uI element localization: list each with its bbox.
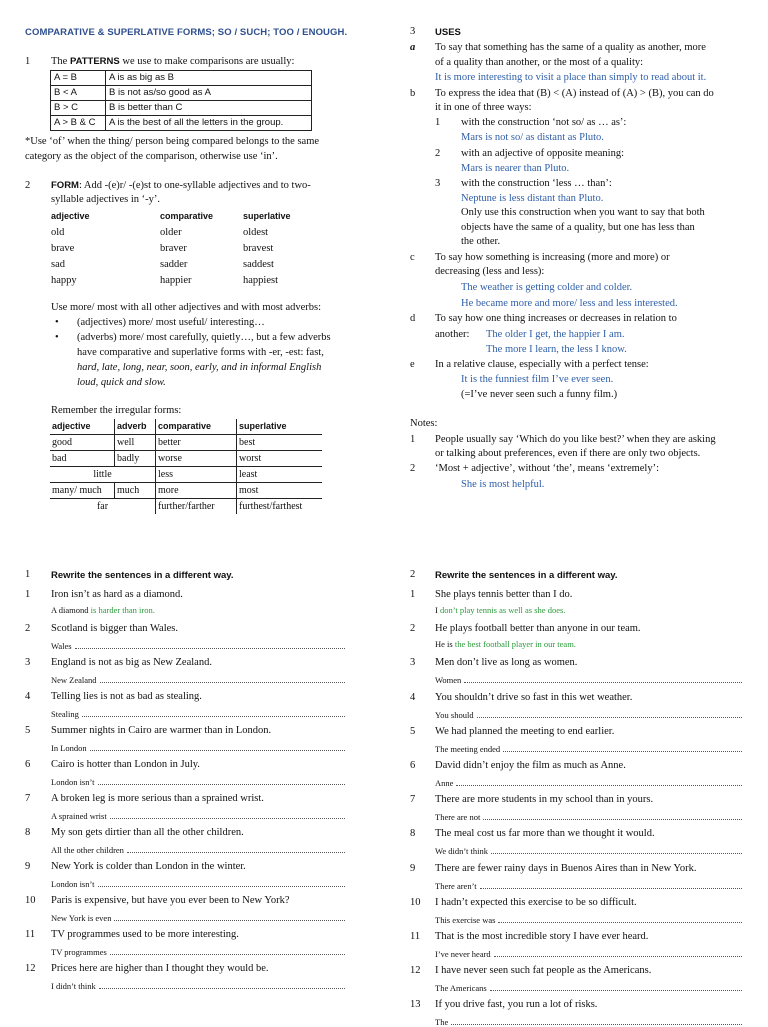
irregular-table [50,419,322,514]
example-text: He became more and more/ less and less interested. [461,298,678,309]
answer-prompt: This exercise was [435,914,496,925]
answer-prompt: Anne [435,778,454,788]
item-label: d [410,313,416,324]
use-text: with the construction ‘less … than’: [461,178,612,189]
blank-dotted-line[interactable] [98,877,345,887]
answer-line[interactable] [435,879,742,891]
answer-prompt: Stealing [51,709,79,719]
answer-prompt: A diamond [51,605,91,615]
question-text: I hadn’t expected this exercise to be so difficult. [435,896,637,908]
bullet-text: have comparative and superlative forms with -er, -est: fast, [77,347,324,358]
sample-answer: don’t play tennis as well as she does. [439,605,566,615]
question-text: David didn’t enjoy the film as much as Anne. [435,760,626,771]
item-label: a [410,42,416,53]
example-text: Neptune is less distant than Pluto. [461,193,604,204]
bullet-icon: • [55,332,59,343]
answer-line[interactable] [435,776,742,788]
question-number: 7 [25,793,31,804]
answer-line[interactable] [51,911,345,923]
answer-prompt: London isn’t [51,879,95,889]
answer-prompt: I didn’t think [51,981,96,991]
table-row: B < A B is not as/so good as A [51,86,312,101]
question-text: My son gets dirtier than all the other children. [51,827,244,838]
answer-line[interactable] [51,843,345,855]
sample-answer: the best football player in our team. [454,639,576,650]
question-number: 9 [410,862,416,874]
answer-prompt: Women [435,675,462,686]
answer-line[interactable] [51,775,345,787]
answer-line[interactable] [51,639,345,651]
question-text: He plays football better than anyone in our team. [435,623,641,635]
blank-dotted-line[interactable] [114,911,345,921]
blank-dotted-line[interactable] [75,639,345,649]
irregular-intro: Remember the irregular forms: [51,405,182,416]
question-number: 6 [410,760,416,771]
table-row: little less least [50,467,322,483]
question-text: Scotland is bigger than Wales. [51,623,178,634]
answer-prompt: I [435,605,440,615]
exercise-number: 2 [410,569,416,580]
answer-prompt: We didn’t think [435,846,488,857]
question-text: If you drive fast, you run a lot of risks. [435,999,598,1011]
blank-dotted-line[interactable] [483,810,742,820]
example-text: Mars is nearer than Pluto. [461,163,570,174]
answer-line[interactable] [435,1015,742,1027]
question-text: You shouldn’t drive so fast in this wet weather. [435,691,633,703]
question-number: 5 [410,725,416,737]
question-text: Prices here are higher than I thought they would be. [51,963,269,974]
exercise-heading: Rewrite the sentences in a different way. [51,570,234,581]
answer-prompt: He is [435,639,455,650]
table-row: good well better best [50,435,322,451]
sub-number: 2 [435,148,441,159]
question-text: Iron isn’t as hard as a diamond. [51,589,183,600]
blank-dotted-line[interactable] [99,979,345,989]
question-number: 1 [25,589,31,600]
question-text: A broken leg is more serious than a sprained wrist. [51,793,264,804]
answer-prompt: I’ve never heard [435,949,491,959]
answer-line[interactable] [51,877,345,889]
use-text: To say how one thing increases or decreases in relation to [435,313,677,324]
question-number: 11 [25,929,36,940]
bullet-text: (adverbs) more/ most carefully, quietly…, but a few adverbs [77,332,331,343]
answer-line[interactable] [51,809,345,821]
sub-number: 3 [435,178,441,189]
blank-dotted-line[interactable] [491,844,742,854]
table-row: bad badly worse worst [50,451,322,467]
table-row: brave braver bravest [51,242,274,254]
answer-prompt: TV programmes [51,947,107,957]
blank-dotted-line[interactable] [477,708,742,718]
answer-prompt: All the other children [51,845,124,855]
use-text: objects have the same of a quality, but one has less than [461,222,695,233]
form-line: syllable adjectives in ‘-y’. [51,194,161,205]
example-text: She is most helpful. [461,479,545,490]
question-text: TV programmes used to be more interesting. [51,929,239,940]
question-text: We had planned the meeting to end earlier. [435,725,615,737]
answer-prompt: There aren’t [435,880,477,891]
exercise-number: 1 [25,569,31,580]
use-text: Only use this construction when you want to say that both [461,207,705,218]
question-number: 4 [410,691,416,703]
question-text: Summer nights in Cairo are warmer than in London. [51,725,272,736]
answer-line[interactable] [435,742,742,754]
note-line: *Use ‘of’ when the thing/ person being compared belongs to the same [25,136,320,147]
blank-dotted-line[interactable] [498,913,742,923]
use-text: decreasing (less and less): [435,266,545,277]
table-row: many/ much much more most [50,483,322,499]
answer-prompt: In London [51,743,87,753]
blank-dotted-line[interactable] [127,843,345,853]
question-text: I have never seen such fat people as the Americans. [435,965,652,977]
item-label: c [410,252,415,263]
answer-line[interactable] [51,673,345,685]
question-number: 3 [25,657,31,668]
question-number: 8 [25,827,31,838]
answer-line[interactable] [435,844,742,856]
question-number: 10 [25,895,36,906]
question-number: 7 [410,794,416,806]
answer-prompt: There are not [435,812,481,823]
bullet-text: hard, late, long, near, soon, early, and in informal English [77,362,322,373]
answer-line[interactable] [435,913,742,925]
question-text: She plays tennis better than I do. [435,589,573,600]
question-number: 9 [25,861,31,872]
question-text: Paris is expensive, but have you ever been to New York? [51,895,290,906]
question-number: 12 [410,965,421,977]
answer-prompt: The meeting ended [435,743,501,754]
exercise-heading: Rewrite the sentences in a different way. [435,570,618,581]
question-text: Telling lies is not as bad as stealing. [51,691,202,702]
use-text: To say that something has the same of a quality as another, more [435,42,706,53]
use-text: with an adjective of opposite meaning: [461,148,624,159]
answer-prompt: The Americans [435,983,487,994]
table-row: B > C B is better than C [51,101,312,116]
question-text: New York is colder than London in the winter. [51,861,246,872]
answer-line[interactable] [51,741,345,753]
bullet-icon: • [55,317,59,328]
blank-dotted-line[interactable] [110,809,345,819]
blank-dotted-line[interactable] [480,879,742,889]
blank-dotted-line[interactable] [82,707,345,717]
question-number: 11 [410,931,421,942]
answer-line[interactable] [435,639,742,649]
answer-line[interactable] [51,707,345,719]
blank-dotted-line[interactable] [90,741,345,751]
question-number: 3 [410,657,416,669]
question-number: 2 [25,623,31,634]
answer-prompt: You should [435,709,474,720]
blank-dotted-line[interactable] [456,776,742,786]
question-number: 13 [410,999,421,1011]
table-row: A > B & C A is the best of all the letters in the group. [51,116,312,131]
answer-prompt: Wales [51,641,72,651]
answer-line[interactable] [51,945,345,957]
question-number: 1 [410,589,416,600]
use-text: To express the idea that (B) < (A) instead of (A) > (B), you can do [435,88,714,99]
question-number: 5 [25,725,31,736]
use-text: (=I’ve never seen such a funny film.) [461,389,618,400]
use-text: with the construction ‘not so/ as … as’: [461,117,627,128]
answer-line[interactable] [51,605,345,615]
note-text: People usually say ‘Which do you like best?’ when they are asking [435,434,716,445]
blank-dotted-line[interactable] [98,775,345,785]
question-text: The meal cost us far more than we thought it would. [435,828,655,840]
sample-answer: is harder than iron. [90,605,155,615]
table-row: happy happier happiest [51,274,278,286]
use-text: In a relative clause, especially with a perfect tense: [435,359,649,370]
example-text: It is the funniest film I’ve ever seen. [461,374,614,385]
item-label: b [410,88,416,99]
blank-dotted-line[interactable] [464,673,742,683]
answer-prompt: London isn’t [51,777,95,787]
use-line: Use more/ most with all other adjectives and with most adverbs: [51,302,322,313]
answer-prompt: New York is even [51,913,112,923]
use-text: it in one of three ways: [435,102,532,113]
answer-prompt: The [435,1017,449,1027]
question-number: 2 [410,623,416,635]
page-title: COMPARATIVE & SUPERLATIVE FORMS; SO / SUCH; TOO / ENOUGH. [25,27,348,38]
table-row: old older oldest [51,226,269,238]
blank-dotted-line[interactable] [490,981,742,991]
blank-dotted-line[interactable] [494,947,742,957]
blank-dotted-line[interactable] [110,945,345,955]
table-row: far further/farther furthest/farthest [50,499,322,515]
blank-dotted-line[interactable] [100,673,345,683]
form-table [51,208,291,288]
answer-line[interactable] [435,947,742,959]
example-text: The more I learn, the less I know. [486,344,627,355]
section-number: 3 [410,26,416,37]
question-text: England is not as big as New Zealand. [51,657,212,668]
uses-heading: USES [435,27,461,38]
note-number: 2 [410,463,416,474]
item-label: e [410,359,415,370]
table-header: adjective adverb comparative superlative [50,419,322,435]
answer-line[interactable] [435,981,742,993]
question-text: Cairo is hotter than London in July. [51,759,200,770]
example-text: It is more interesting to visit a place than simply to read about it. [435,72,707,83]
table-row: A = B A is as big as B [51,71,312,86]
example-text: The weather is getting colder and colder. [461,282,633,293]
table-header: adjective comparative superlative [51,211,291,221]
example-text: Mars is not so/ as distant as Pluto. [461,132,604,143]
use-text: To say how something is increasing (more and more) or [435,252,670,263]
answer-prompt: New Zealand [51,675,97,685]
question-text: There are fewer rainy days in Buenos Aires than in New York. [435,862,697,874]
question-number: 6 [25,759,31,770]
blank-dotted-line[interactable] [503,742,742,752]
bullet-text: loud, quick and slow. [77,377,166,388]
table-row: sad sadder saddest [51,258,274,270]
question-number: 8 [410,828,416,840]
answer-line[interactable] [435,810,742,822]
use-text: the other. [461,236,501,247]
use-text: another: [435,329,470,340]
use-text: of a quality than another, or the most of a quality: [435,57,644,68]
question-text: There are more students in my school than in yours. [435,794,654,806]
sub-number: 1 [435,117,441,128]
notes-label: Notes: [410,418,438,429]
answer-line[interactable] [51,979,345,991]
answer-prompt: A sprained wrist [51,811,107,821]
note-number: 1 [410,434,416,445]
patterns-table [50,70,312,131]
question-text: Men don’t live as long as women. [435,657,578,669]
question-text: That is the most incredible story I have ever heard. [435,931,649,942]
form-line: FORM: Add -(e)r/ -(e)st to one-syllable adjectives and to two- [51,180,311,191]
answer-line[interactable] [435,708,742,720]
note-line: category as the object of the comparison, otherwise use ‘in’. [25,151,278,162]
question-number: 12 [25,963,36,974]
example-text: The older I get, the happier I am. [486,329,625,340]
section-number: 2 [25,180,31,191]
answer-line[interactable] [435,673,742,685]
question-number: 4 [25,691,31,702]
section-number: 1 [25,56,31,67]
answer-line[interactable] [435,605,742,615]
section-1-intro: The PATTERNS we use to make comparisons are usually: [51,56,295,67]
note-text: ‘Most + adjective’, without ‘the’, means ‘extremely’: [435,463,660,474]
bullet-text: (adjectives) more/ most useful/ interesting… [77,317,265,328]
note-text: or talking about preferences, even if there are only two objects. [435,448,701,459]
question-number: 10 [410,896,421,908]
